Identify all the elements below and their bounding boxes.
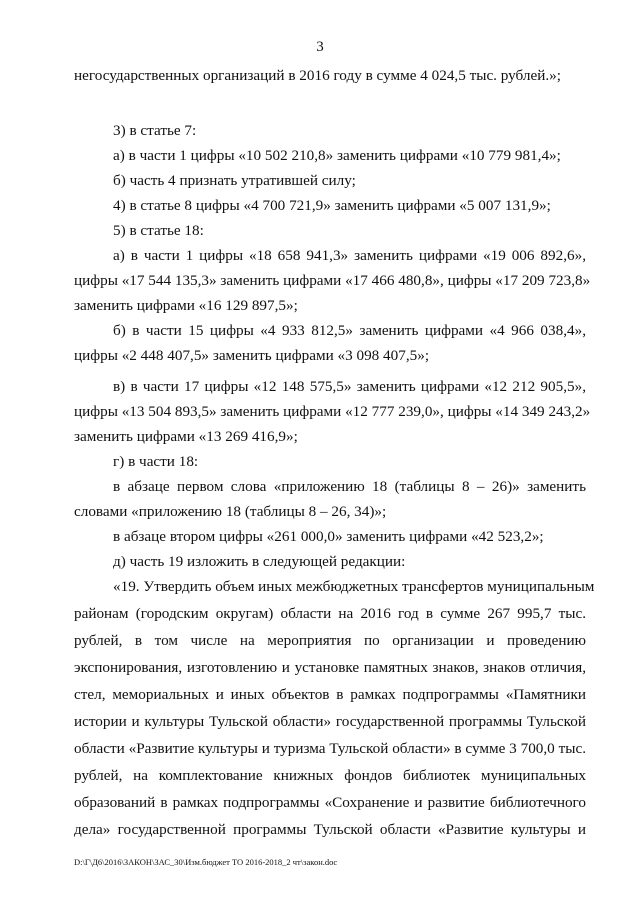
text-line: в абзаце первом слова «приложению 18 (таблицы 8 – 26)» заменить <box>113 478 586 495</box>
text-line: 3) в статье 7: <box>113 122 197 139</box>
text-line: цифры «17 544 135,3» заменить цифрами «17 466 480,8», цифры «17 209 723,8» <box>74 272 591 289</box>
text-line: б) часть 4 признать утратившей силу; <box>113 172 356 189</box>
text-line: в) в части 17 цифры «12 148 575,5» заменить цифрами «12 212 905,5», <box>113 378 586 395</box>
text-line: г) в части 18: <box>113 453 199 470</box>
text-line: экспонирования, изготовлению и установке памятных знаков, знаков отличия, <box>74 659 586 676</box>
text-line: образований в рамках подпрограммы «Сохранение и развитие библиотечного <box>74 794 586 811</box>
text-line: «19. Утвердить объем иных межбюджетных трансфертов муниципальным <box>113 578 595 595</box>
page-number: 3 <box>316 39 324 55</box>
text-line: стел, мемориальных и иных объектов в рамках подпрограммы «Памятники <box>74 686 586 703</box>
text-line: районам (городским округам) области на 2016 год в сумме 267 995,7 тыс. <box>74 605 586 622</box>
text-line: заменить цифрами «16 129 897,5»; <box>74 297 298 314</box>
text-line: цифры «2 448 407,5» заменить цифрами «3 098 407,5»; <box>74 347 430 364</box>
text-line: дела» государственной программы Тульской области «Развитие культуры и <box>74 821 586 838</box>
text-line: в абзаце втором цифры «261 000,0» заменить цифрами «42 523,2»; <box>113 528 544 545</box>
text-line: цифры «13 504 893,5» заменить цифрами «12 777 239,0», цифры «14 349 243,2» <box>74 403 591 420</box>
text-line: 4) в статье 8 цифры «4 700 721,9» заменить цифрами «5 007 131,9»; <box>113 197 551 214</box>
text-line: б) в части 15 цифры «4 933 812,5» заменить цифрами «4 966 038,4», <box>113 322 586 339</box>
text-line: области «Развитие культуры и туризма Тульской области» в сумме 3 700,0 тыс. <box>74 740 586 757</box>
text-line: истории и культуры Тульской области» государственной программы Тульской <box>74 713 586 730</box>
text-line: словами «приложению 18 (таблицы 8 – 26, 34)»; <box>74 503 387 520</box>
text-line: а) в части 1 цифры «18 658 941,3» заменить цифрами «19 006 892,6», <box>113 247 586 264</box>
text-line: 5) в статье 18: <box>113 222 204 239</box>
text-line: а) в части 1 цифры «10 502 210,8» заменить цифрами «10 779 981,4»; <box>113 147 561 164</box>
text-line: рублей, на комплектование книжных фондов библиотек муниципальных <box>74 767 586 784</box>
text-line: негосударственных организаций в 2016 году в сумме 4 024,5 тыс. рублей.»; <box>74 67 561 84</box>
text-line: заменить цифрами «13 269 416,9»; <box>74 428 298 445</box>
text-line: д) часть 19 изложить в следующей редакции: <box>113 553 406 570</box>
file-path-footer: D:\Г\Д6\2016\ЗАКОН\ЗАС_30\Изм.бюджет ТО 2016-2018_2 чт\закон.doc <box>74 857 338 867</box>
text-line: рублей, в том числе на мероприятия по организации и проведению <box>74 632 586 649</box>
